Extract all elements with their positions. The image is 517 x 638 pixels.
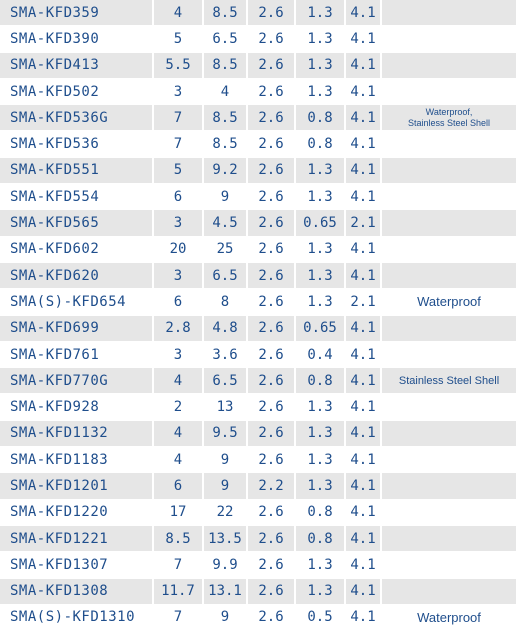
spec-cell-1: 11.7 <box>153 578 203 604</box>
table-row <box>0 78 517 104</box>
spec-cell-1: 6 <box>153 473 203 499</box>
spec-cell-4: 1.3 <box>295 552 345 578</box>
spec-cell-3: 2.6 <box>247 499 295 525</box>
spec-cell-5: 4.1 <box>345 525 381 551</box>
spec-cell-5: 4.1 <box>345 315 381 341</box>
table-row <box>0 236 517 262</box>
table-row <box>0 552 517 578</box>
note-cell <box>381 473 517 499</box>
model-cell: SMA-KFD1201 <box>0 473 153 499</box>
spec-cell-3: 2.6 <box>247 394 295 420</box>
spec-cell-1: 7 <box>153 105 203 131</box>
note-cell <box>381 52 517 78</box>
table-row <box>0 184 517 210</box>
spec-cell-2: 9 <box>203 473 247 499</box>
spec-cell-1: 4 <box>153 420 203 446</box>
spec-cell-3: 2.6 <box>247 341 295 367</box>
spec-cell-5: 2.1 <box>345 210 381 236</box>
spec-cell-5: 4.1 <box>345 420 381 446</box>
model-cell: SMA-KFD1132 <box>0 420 153 446</box>
spec-cell-1: 5 <box>153 157 203 183</box>
spec-cell-1: 20 <box>153 236 203 262</box>
model-cell: SMA-KFD1221 <box>0 525 153 551</box>
spec-cell-3: 2.6 <box>247 289 295 315</box>
spec-cell-5: 4.1 <box>345 368 381 394</box>
spec-cell-3: 2.6 <box>247 315 295 341</box>
table-row <box>0 368 517 394</box>
spec-cell-1: 2.8 <box>153 315 203 341</box>
note-cell <box>381 394 517 420</box>
spec-cell-1: 3 <box>153 262 203 288</box>
spec-cell-3: 2.6 <box>247 105 295 131</box>
spec-cell-2: 9.9 <box>203 552 247 578</box>
table-row <box>0 210 517 236</box>
spec-cell-2: 8.5 <box>203 0 247 26</box>
spec-cell-3: 2.6 <box>247 184 295 210</box>
note-cell <box>381 184 517 210</box>
spec-cell-2: 4.8 <box>203 315 247 341</box>
note-cell <box>381 578 517 604</box>
spec-cell-2: 8 <box>203 289 247 315</box>
table-row <box>0 157 517 183</box>
spec-cell-4: 1.3 <box>295 289 345 315</box>
model-cell: SMA-KFD1308 <box>0 578 153 604</box>
spec-cell-1: 6 <box>153 184 203 210</box>
table-row <box>0 578 517 604</box>
spec-cell-2: 9.2 <box>203 157 247 183</box>
model-cell: SMA-KFD699 <box>0 315 153 341</box>
spec-cell-5: 4.1 <box>345 184 381 210</box>
spec-cell-4: 0.8 <box>295 368 345 394</box>
spec-cell-1: 2 <box>153 394 203 420</box>
spec-cell-2: 9 <box>203 447 247 473</box>
spec-cell-1: 17 <box>153 499 203 525</box>
spec-cell-4: 1.3 <box>295 578 345 604</box>
note-cell <box>381 0 517 26</box>
spec-cell-3: 2.6 <box>247 604 295 630</box>
spec-cell-4: 1.3 <box>295 420 345 446</box>
model-cell: SMA-KFD565 <box>0 210 153 236</box>
note-cell <box>381 552 517 578</box>
model-cell: SMA-KFD413 <box>0 52 153 78</box>
spec-cell-2: 9 <box>203 604 247 630</box>
spec-cell-1: 6 <box>153 289 203 315</box>
spec-cell-3: 2.6 <box>247 420 295 446</box>
spec-cell-4: 0.65 <box>295 210 345 236</box>
spec-cell-5: 2.1 <box>345 289 381 315</box>
spec-cell-4: 1.3 <box>295 394 345 420</box>
spec-cell-4: 1.3 <box>295 157 345 183</box>
spec-cell-2: 25 <box>203 236 247 262</box>
spec-cell-4: 1.3 <box>295 236 345 262</box>
spec-cell-4: 1.3 <box>295 52 345 78</box>
note-cell <box>381 447 517 473</box>
spec-cell-2: 6.5 <box>203 26 247 52</box>
note-cell: Waterproof, Stainless Steel Shell <box>381 105 517 131</box>
spec-cell-1: 3 <box>153 210 203 236</box>
spec-cell-3: 2.6 <box>247 78 295 104</box>
spec-cell-5: 4.1 <box>345 236 381 262</box>
table-row <box>0 473 517 499</box>
table-row <box>0 26 517 52</box>
spec-cell-1: 3 <box>153 341 203 367</box>
table-row <box>0 105 517 131</box>
spec-cell-5: 4.1 <box>345 578 381 604</box>
note-cell <box>381 210 517 236</box>
spec-cell-1: 5.5 <box>153 52 203 78</box>
spec-cell-5: 4.1 <box>345 78 381 104</box>
spec-cell-3: 2.6 <box>247 578 295 604</box>
spec-cell-4: 1.3 <box>295 0 345 26</box>
spec-cell-4: 1.3 <box>295 26 345 52</box>
spec-cell-3: 2.6 <box>247 52 295 78</box>
table-row <box>0 289 517 315</box>
note-cell: Stainless Steel Shell <box>381 368 517 394</box>
note-cell <box>381 157 517 183</box>
spec-cell-2: 13.5 <box>203 525 247 551</box>
spec-cell-1: 4 <box>153 368 203 394</box>
spec-cell-1: 4 <box>153 0 203 26</box>
spec-cell-1: 3 <box>153 78 203 104</box>
spec-cell-4: 1.3 <box>295 262 345 288</box>
spec-cell-1: 5 <box>153 26 203 52</box>
spec-cell-4: 1.3 <box>295 447 345 473</box>
table-row <box>0 499 517 525</box>
table-row <box>0 131 517 157</box>
spec-cell-5: 4.1 <box>345 26 381 52</box>
spec-cell-3: 2.6 <box>247 236 295 262</box>
table-row <box>0 52 517 78</box>
model-cell: SMA-KFD1307 <box>0 552 153 578</box>
model-cell: SMA-KFD1220 <box>0 499 153 525</box>
note-cell: Waterproof <box>381 289 517 315</box>
spec-cell-4: 0.8 <box>295 131 345 157</box>
spec-cell-3: 2.6 <box>247 26 295 52</box>
table-row <box>0 262 517 288</box>
table-row <box>0 315 517 341</box>
spec-cell-5: 4.1 <box>345 394 381 420</box>
spec-cell-2: 6.5 <box>203 262 247 288</box>
spec-cell-2: 22 <box>203 499 247 525</box>
spec-cell-3: 2.6 <box>247 552 295 578</box>
table-row <box>0 420 517 446</box>
table-row <box>0 525 517 551</box>
model-cell: SMA-KFD390 <box>0 26 153 52</box>
table-row <box>0 0 517 26</box>
model-cell: SMA(S)-KFD654 <box>0 289 153 315</box>
model-cell: SMA-KFD502 <box>0 78 153 104</box>
table-row <box>0 394 517 420</box>
spec-cell-3: 2.6 <box>247 447 295 473</box>
model-cell: SMA-KFD761 <box>0 341 153 367</box>
spec-cell-3: 2.6 <box>247 210 295 236</box>
spec-cell-5: 4.1 <box>345 131 381 157</box>
spec-cell-5: 4.1 <box>345 52 381 78</box>
spec-cell-4: 1.3 <box>295 78 345 104</box>
spec-cell-3: 2.6 <box>247 131 295 157</box>
model-cell: SMA-KFD359 <box>0 0 153 26</box>
table-row <box>0 341 517 367</box>
spec-cell-5: 4.1 <box>345 0 381 26</box>
model-cell: SMA-KFD536G <box>0 105 153 131</box>
spec-cell-5: 4.1 <box>345 157 381 183</box>
spec-cell-4: 0.8 <box>295 499 345 525</box>
model-cell: SMA-KFD602 <box>0 236 153 262</box>
spec-cell-5: 4.1 <box>345 499 381 525</box>
spec-cell-1: 7 <box>153 604 203 630</box>
note-cell <box>381 131 517 157</box>
model-cell: SMA-KFD554 <box>0 184 153 210</box>
spec-cell-1: 4 <box>153 447 203 473</box>
spec-cell-4: 0.8 <box>295 525 345 551</box>
spec-cell-3: 2.6 <box>247 525 295 551</box>
spec-cell-5: 4.1 <box>345 341 381 367</box>
spec-cell-2: 8.5 <box>203 52 247 78</box>
note-cell <box>381 420 517 446</box>
note-cell <box>381 525 517 551</box>
model-cell: SMA-KFD928 <box>0 394 153 420</box>
table-row <box>0 604 517 630</box>
note-cell <box>381 262 517 288</box>
spec-cell-2: 3.6 <box>203 341 247 367</box>
note-cell <box>381 499 517 525</box>
spec-cell-5: 4.1 <box>345 447 381 473</box>
spec-cell-2: 13.1 <box>203 578 247 604</box>
spec-cell-3: 2.6 <box>247 0 295 26</box>
spec-cell-3: 2.6 <box>247 262 295 288</box>
note-cell <box>381 315 517 341</box>
spec-cell-4: 0.65 <box>295 315 345 341</box>
spec-cell-4: 0.8 <box>295 105 345 131</box>
spec-cell-3: 2.6 <box>247 157 295 183</box>
spec-cell-5: 4.1 <box>345 552 381 578</box>
spec-cell-2: 4.5 <box>203 210 247 236</box>
note-cell <box>381 341 517 367</box>
spec-cell-2: 6.5 <box>203 368 247 394</box>
spec-cell-1: 7 <box>153 552 203 578</box>
spec-cell-5: 4.1 <box>345 262 381 288</box>
spec-cell-5: 4.1 <box>345 473 381 499</box>
note-cell <box>381 236 517 262</box>
spec-cell-4: 1.3 <box>295 184 345 210</box>
spec-cell-2: 8.5 <box>203 105 247 131</box>
spec-cell-2: 13 <box>203 394 247 420</box>
table-row <box>0 447 517 473</box>
model-cell: SMA-KFD770G <box>0 368 153 394</box>
spec-cell-2: 4 <box>203 78 247 104</box>
spec-cell-5: 4.1 <box>345 604 381 630</box>
spec-cell-3: 2.6 <box>247 368 295 394</box>
note-cell <box>381 26 517 52</box>
spec-cell-4: 0.5 <box>295 604 345 630</box>
note-cell: Waterproof <box>381 604 517 630</box>
spec-cell-1: 7 <box>153 131 203 157</box>
spec-cell-2: 8.5 <box>203 131 247 157</box>
model-cell: SMA-KFD1183 <box>0 447 153 473</box>
spec-cell-3: 2.2 <box>247 473 295 499</box>
model-cell: SMA-KFD551 <box>0 157 153 183</box>
note-cell <box>381 78 517 104</box>
model-cell: SMA-KFD620 <box>0 262 153 288</box>
model-cell: SMA(S)-KFD1310 <box>0 604 153 630</box>
spec-cell-4: 0.4 <box>295 341 345 367</box>
spec-cell-2: 9 <box>203 184 247 210</box>
model-cell: SMA-KFD536 <box>0 131 153 157</box>
spec-cell-1: 8.5 <box>153 525 203 551</box>
spec-cell-5: 4.1 <box>345 105 381 131</box>
spec-cell-4: 1.3 <box>295 473 345 499</box>
spec-cell-2: 9.5 <box>203 420 247 446</box>
